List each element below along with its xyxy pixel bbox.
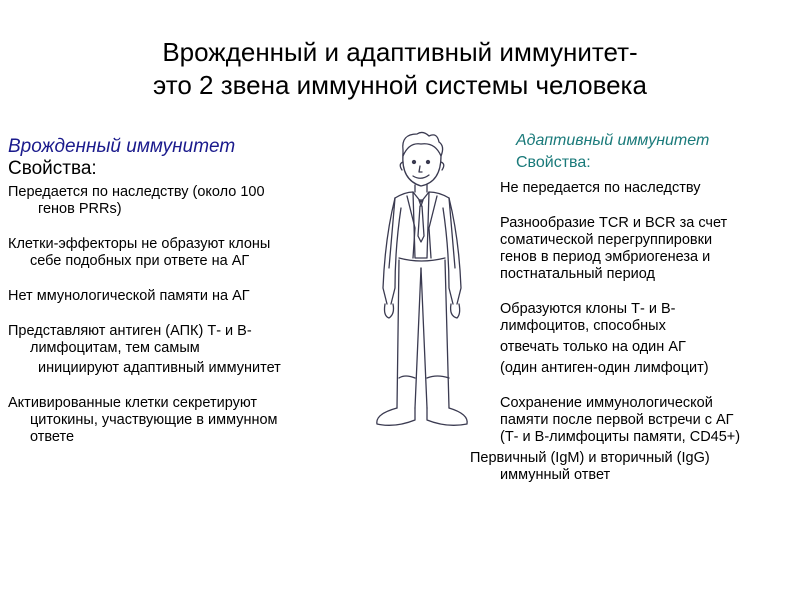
adaptive-item-3: Образуются клоны Т- и В- xyxy=(500,301,676,317)
adaptive-item-2: Разнообразие TCR и BCR за счет xyxy=(500,215,728,231)
innate-item-2-cont: себе подобных при ответе на АГ xyxy=(30,253,250,269)
innate-item-1: Передается по наследству (около 100 xyxy=(8,184,265,200)
innate-item-5-cont2: ответе xyxy=(30,429,75,445)
innate-subheading: Свойства: xyxy=(8,158,97,179)
adaptive-subheading: Свойства: xyxy=(516,154,591,171)
innate-item-4-cont2: инициируют адаптивный иммунитет xyxy=(38,360,281,376)
adaptive-item-1: Не передается по наследству xyxy=(500,180,701,196)
adaptive-item-5: Первичный (IgM) и вторичный (IgG) xyxy=(470,450,710,466)
innate-item-1-cont: генов PRRs) xyxy=(38,201,122,217)
slide-title xyxy=(0,36,800,102)
innate-item-4: Представляют антиген (АПК) Т- и В- xyxy=(8,323,252,339)
adaptive-item-2-cont: соматической перегруппировки xyxy=(500,232,713,248)
adaptive-item-4-cont2: (Т- и В-лимфоциты памяти, CD45+) xyxy=(500,429,741,445)
adaptive-item-3-cont: лимфоцитов, способных xyxy=(500,318,666,334)
innate-item-5-cont: цитокины, участвующие в иммунном xyxy=(30,412,278,428)
adaptive-item-4: Сохранение иммунологической xyxy=(500,395,713,411)
adaptive-item-3-cont2: отвечать только на один АГ xyxy=(500,339,686,355)
adaptive-item-4-cont: памяти после первой встречи с АГ xyxy=(500,412,734,428)
adaptive-heading: Адаптивный иммунитет xyxy=(516,132,710,149)
innate-item-5: Активированные клетки секретируют xyxy=(8,395,258,411)
title-line-1: Врожденный и адаптивный иммунитет- xyxy=(162,37,638,67)
adaptive-item-2-cont2: генов в период эмбриогенеза и xyxy=(500,249,711,265)
innate-heading: Врожденный иммунитет xyxy=(8,136,236,157)
innate-item-2: Клетки-эффекторы не образуют клоны xyxy=(8,236,271,252)
innate-item-4-cont: лимфоцитам, тем самым xyxy=(30,340,200,356)
man-in-suit-icon xyxy=(365,128,480,438)
innate-item-3: Нет ммунологической памяти на АГ xyxy=(8,288,250,304)
adaptive-item-2-cont3: постнатальный период xyxy=(500,266,655,282)
adaptive-item-3-cont3: (один антиген-один лимфоцит) xyxy=(500,360,709,376)
adaptive-immunity-column xyxy=(470,130,800,484)
title-line-2: это 2 звена иммунной системы человека xyxy=(153,70,647,100)
innate-immunity-column xyxy=(8,136,353,446)
adaptive-item-5-cont: иммунный ответ xyxy=(500,467,611,483)
